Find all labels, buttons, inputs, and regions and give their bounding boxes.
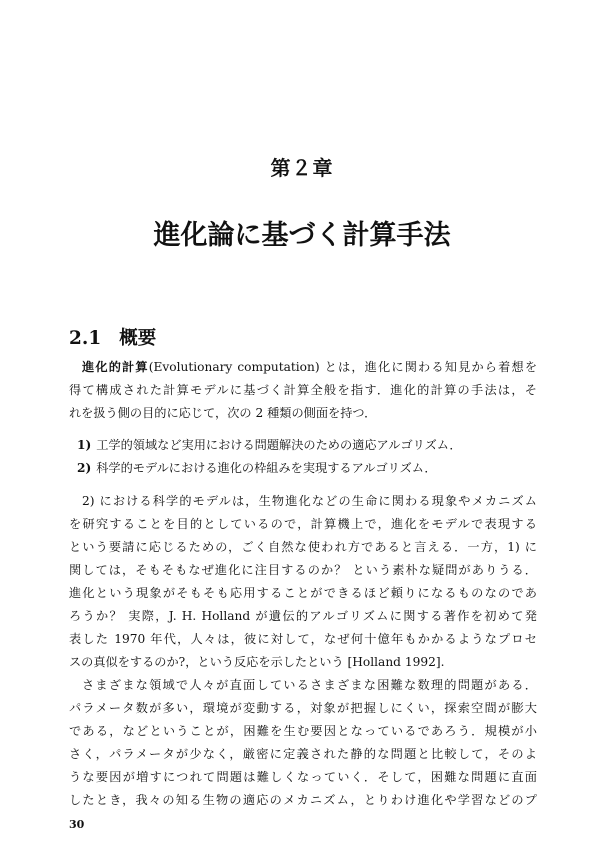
list-marker: 2) <box>77 461 92 475</box>
paragraph-line: 関しては，そもそもなぜ進化に注目するのか？ という素朴な疑問がありうる． <box>69 563 537 577</box>
list-text: 工学的領域など実用における問題解決のための適応アルゴリズム． <box>96 438 462 452</box>
section-number: 2.1 <box>69 328 102 349</box>
paragraph-line: パラメータ数が多い，環境が変動する，対象が把握しにくい，探索空間が膨大 <box>69 701 537 715</box>
section-heading <box>69 324 156 350</box>
paragraph-line: したとき，我々の知る生物の適応のメカニズム，とりわけ進化や学習などのプ <box>69 793 537 807</box>
paragraph-line: 表した 1970 年代，人々は，彼に対して，なぜ何十億年もかかるようなプロセ <box>69 632 537 646</box>
paragraph-line: 進化という現象がそもそも応用することができるほど頼りになるものなのであ <box>69 586 537 600</box>
list-marker: 1) <box>77 438 92 452</box>
list-text: 科学的モデルにおける進化の枠組みを実現するアルゴリズム． <box>96 461 437 475</box>
list-item <box>77 437 537 453</box>
page-number: 30 <box>69 818 85 831</box>
intro-line-1-rest: (Evolutionary computation) とは，進化に関わる知見から着想を <box>148 360 538 374</box>
paragraph-line: さまざまな領域で人々が直面しているさまざまな困難な数理的問題がある． <box>82 678 537 692</box>
paragraph-line: を研究することを目的としているので，計算機上で，進化をモデルで表現する <box>69 517 537 531</box>
paragraph-line: スの真似をするのか?，という反応を示したという [Holland 1992]. <box>69 655 445 669</box>
key-term: 進化的計算 <box>82 360 149 374</box>
chapter-title: 進化論に基づく計算手法 <box>153 220 451 251</box>
chapter-label: 第２章 <box>270 156 334 180</box>
paragraph-line: 2) における科学的モデルは，生物進化などの生命に関わる現象やメカニズム <box>82 494 537 508</box>
list-item <box>77 460 537 476</box>
paragraph-line: 得て構成された計算モデルに基づく計算全般を指す．進化的計算の手法は，そ <box>69 383 537 397</box>
paragraph-line <box>69 359 537 375</box>
paragraph-line: さく，パラメータが少なく，厳密に定義された静的な問題と比較して，そのよ <box>69 747 537 761</box>
paragraph-line: れを扱う側の目的に応じて，次の 2 種類の側面を持つ． <box>69 406 377 420</box>
paragraph-line: うな要因が増すにつれて問題は難しくなっていく．そして，困難な問題に直面 <box>69 770 537 784</box>
section-title: 概要 <box>119 328 157 349</box>
paragraph-line: ろうか？ 実際，J. H. Holland が遺伝的アルゴリズムに関する著作を初めて発 <box>69 609 537 623</box>
paragraph-line: である，などということが，困難を生む要因となっているであろう．規模が小 <box>69 724 537 738</box>
paragraph-line: という要請に応じるための，ごく自然な使われ方であると言える．一方，1) に <box>69 540 537 554</box>
